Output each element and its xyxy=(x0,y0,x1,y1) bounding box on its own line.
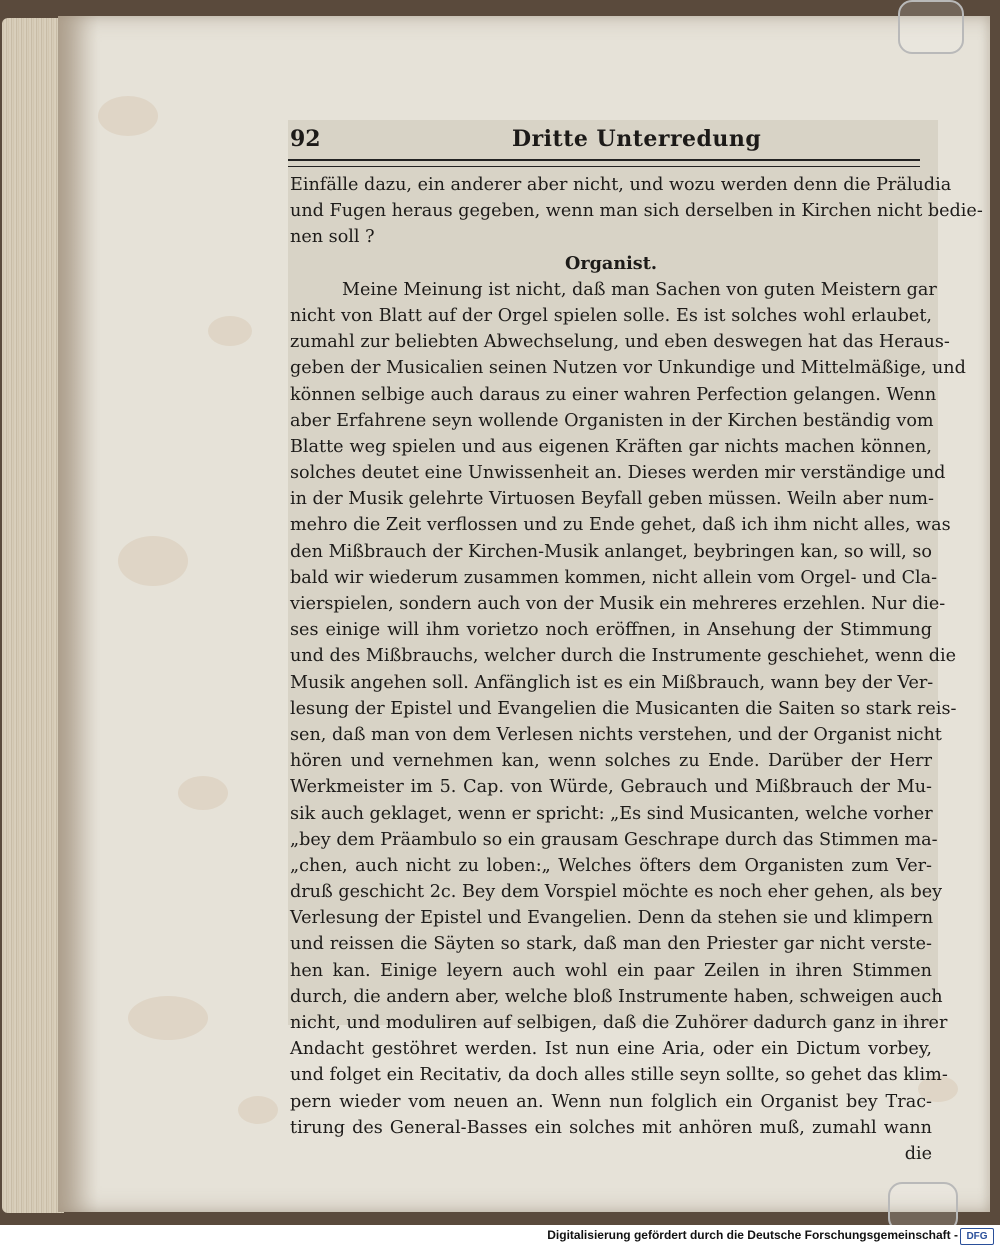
text-line: mehro die Zeit verflossen und zu Ende gehet, daß ich ihm nicht alles, was xyxy=(290,515,951,536)
text-line: bald wir wiederum zusammen kommen, nicht allein vom Orgel- und Cla- xyxy=(290,567,938,588)
text-line: pern wieder vom neuen an. Wenn nun folglich ein Organist bey Trac- xyxy=(290,1091,932,1112)
text-line: hen kan. Einige leyern auch wohl ein paar Zeilen in ihren Stimmen xyxy=(290,960,932,981)
text-line: und folget ein Recitativ, da doch alles stille seyn sollte, so gehet das klim- xyxy=(290,1065,948,1086)
text-line: nen soll ? xyxy=(290,227,375,248)
text-line: zumahl zur beliebten Abwechselung, und eben deswegen hat das Heraus- xyxy=(290,332,950,353)
footer-credit: Digitalisierung gefördert durch die Deutsche Forschungsgemeinschaft - xyxy=(547,1228,958,1242)
text-line: Einfälle dazu, ein anderer aber nicht, und wozu werden denn die Präludia xyxy=(290,175,952,195)
text-line: vierspielen, sondern auch von der Musik ein mehreres erzehlen. Nur die- xyxy=(290,594,946,614)
text-line: durch, die andern aber, welche bloß Instrumente haben, schweigen auch xyxy=(290,986,943,1007)
text-line: geben der Musicalien seinen Nutzen vor Unkundige und Mittelmäßige, und xyxy=(290,358,966,379)
text-line: den Mißbrauch der Kirchen-Musik anlanget, beybringen kan, so will, so xyxy=(290,541,932,562)
text-line: Blatte weg spielen und aus eigenen Kräften gar nichts machen können, xyxy=(290,436,932,457)
text-line: und des Mißbrauchs, welcher durch die Instrumente geschiehet, wenn die xyxy=(290,646,957,667)
text-line: nicht, und moduliren auf selbigen, daß die Zuhörer dadurch ganz in ihrer xyxy=(290,1013,948,1033)
footer-bar xyxy=(0,1225,1000,1247)
text-line: „chen, auch nicht zu loben:„ Welches öfters dem Organisten zum Ver- xyxy=(290,855,932,876)
text-line: sen, daß man von dem Verlesen nichts verstehen, und der Organist nicht xyxy=(290,724,942,745)
book-page-edges xyxy=(2,18,64,1213)
text-line: hören und vernehmen kan, wenn solches zu Ende. Darüber der Herr xyxy=(290,751,932,772)
dfg-logo: DFG xyxy=(960,1228,994,1245)
text-line: Musik angehen soll. Anfänglich ist es ein Mißbrauch, wann bey der Ver- xyxy=(290,672,934,693)
text-line: druß geschicht 2c. Bey dem Vorspiel möchte es noch eher gehen, als bey xyxy=(290,882,943,903)
text-line: und Fugen heraus gegeben, wenn man sich derselben in Kirchen nicht bedie- xyxy=(290,201,983,222)
text-line: lesung der Epistel und Evangelien die Musicanten die Saiten so stark reis- xyxy=(290,698,957,719)
catchword: die xyxy=(904,1143,932,1164)
page-number: 92 xyxy=(290,126,321,152)
gutter-shadow xyxy=(58,16,98,1212)
text-line: tirung des General-Basses ein solches mit anhören muß, zumahl wann xyxy=(290,1117,932,1138)
top-page-clip xyxy=(898,0,964,54)
header-rule xyxy=(288,159,920,167)
text-line: und reissen die Säyten so stark, daß man den Priester gar nicht verste- xyxy=(290,934,932,955)
text-line: in der Musik gelehrte Virtuosen Beyfall geben müssen. Weiln aber num- xyxy=(290,489,934,510)
text-line: nicht von Blatt auf der Orgel spielen solle. Es ist solches wohl erlaubet, xyxy=(290,305,932,326)
text-line: sik auch geklaget, wenn er spricht: „Es sind Musicanten, welche vorher xyxy=(290,803,933,824)
body-text xyxy=(290,172,983,1167)
text-line: Andacht gestöhret werden. Ist nun eine Aria, oder ein Dictum vorbey, xyxy=(290,1039,932,1060)
text-line: Werkmeister im 5. Cap. von Würde, Gebrauch und Mißbrauch der Mu- xyxy=(290,777,932,798)
speaker-heading: Organist. xyxy=(565,252,657,274)
text-line: können selbige auch daraus zu einer wahren Perfection gelangen. Wenn xyxy=(290,384,937,405)
text-line: solches deutet eine Unwissenheit an. Dieses werden mir verständige und xyxy=(290,463,946,484)
text-line: Meine Meinung ist nicht, daß man Sachen von guten Meistern gar xyxy=(342,279,937,300)
page-header xyxy=(290,126,920,156)
text-line: „bey dem Präambulo so ein grausam Geschrape durch das Stimmen ma- xyxy=(290,829,938,850)
running-head: Dritte Unterredung xyxy=(512,126,762,152)
text-line: Verlesung der Epistel und Evangelien. Denn da stehen sie und klimpern xyxy=(290,908,934,929)
text-line: ses einige will ihm vorietzo noch eröffnen, in Ansehung der Stimmung xyxy=(290,620,932,641)
text-line: aber Erfahrene seyn wollende Organisten in der Kirchen beständig vom xyxy=(290,410,934,431)
